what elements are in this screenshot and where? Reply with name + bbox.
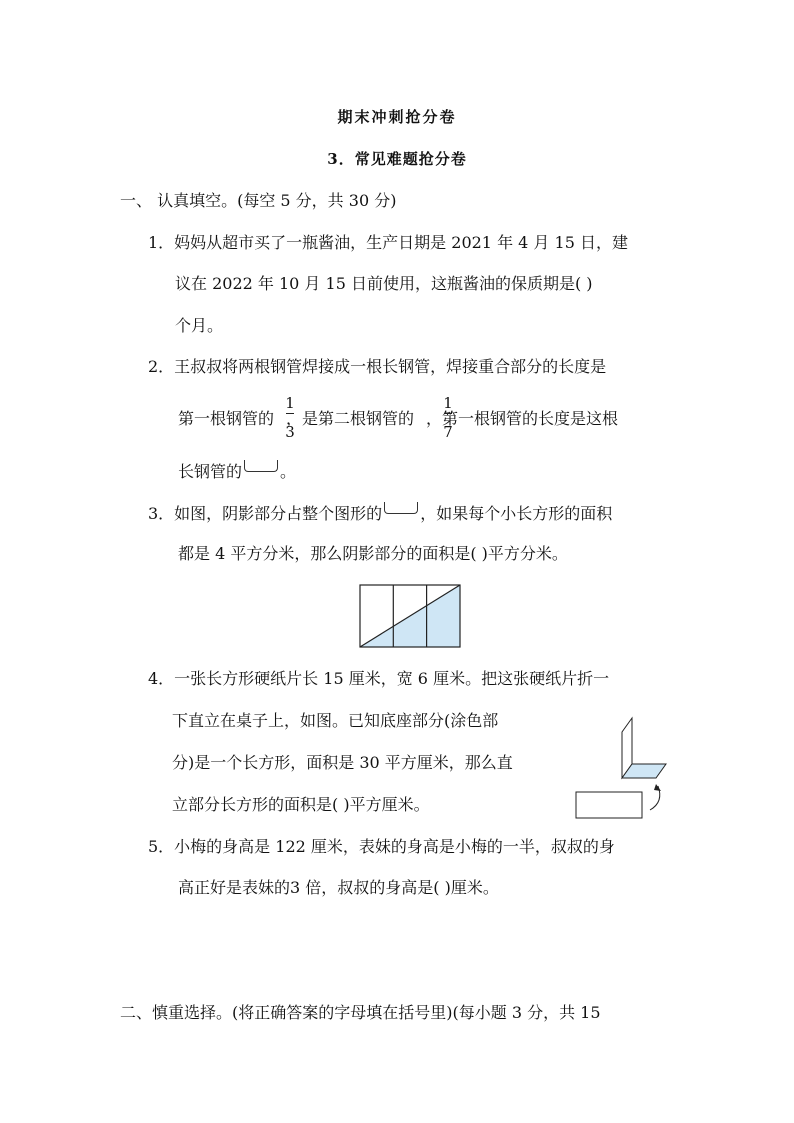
page-title: 期末冲刺抢分卷 [337,108,457,126]
fraction-2-denominator: 7 [443,423,453,441]
q1-line3: 个月。 [175,316,224,335]
q5-line2: 高正好是表妹的3 倍，叔叔的身高是( )厘米。 [178,878,499,897]
q3-text-a: 3．如图，阴影部分占整个图形的 [148,504,383,523]
q2-line3-end: 。 [280,462,297,481]
q2-line2 [178,408,618,430]
q2-text-b: ，是第二根钢管的 [286,409,415,428]
q1-line1: 1．妈妈从超市买了一瓶酱油，生产日期是 2021 年 4 月 15 日，建 [148,233,628,252]
q2-line3-text: 长钢管的 [178,462,243,481]
q3-rectangle-figure [358,583,462,649]
q3-line2: 都是 4 平方分米，那么阴影部分的面积是( )平方分米。 [178,544,568,563]
answer-blank-fraction-2[interactable] [384,502,418,514]
fraction-1-numerator: 1 [285,394,295,412]
q2-line1: 2．王叔叔将两根钢管焊接成一根长钢管，焊接重合部分的长度是 [148,357,607,376]
q4-folded-card-figure [572,712,672,822]
page-subtitle: 3．常见难题抢分卷 [327,150,467,168]
q5-line1: 5．小梅的身高是 122 厘米，表妹的身高是小梅的一半，叔叔的身 [148,837,615,856]
section2-heading: 二、慎重选择。(将正确答案的字母填在括号里)(每小题 3 分，共 15 [120,1003,601,1022]
fraction-1-bar [286,413,294,414]
q3-line1 [148,502,612,525]
q1-line2: 议在 2022 年 10 月 15 日前使用，这瓶酱油的保质期是( ) [175,274,593,293]
fraction-2-bar [444,413,452,414]
q4-line2: 下直立在桌子上，如图。已知底座部分(涂色部 [172,711,499,730]
q4-line1: 4．一张长方形硬纸片长 15 厘米，宽 6 厘米。把这张硬纸片折一 [148,669,610,688]
q4-flat-card [576,792,642,818]
q2-line3 [178,460,296,483]
q4-line3: 分)是一个长方形，面积是 30 平方厘米，那么直 [172,753,513,772]
q4-line4: 立部分长方形的面积是( )平方厘米。 [172,795,430,814]
fraction-1-denominator: 3 [285,423,295,441]
q3-text-b: ，如果每个小长方形的面积 [420,504,613,523]
fraction-2-numerator: 1 [443,394,453,412]
answer-blank-fraction[interactable] [244,460,278,472]
q2-text-a: 第一根钢管的 [178,409,275,428]
section1-heading: 一、 认真填空。(每空 5 分，共 30 分) [120,191,397,210]
q2-text-c: ，第一根钢管的长度是这根 [426,409,619,428]
q4-arrow-head [654,784,661,791]
